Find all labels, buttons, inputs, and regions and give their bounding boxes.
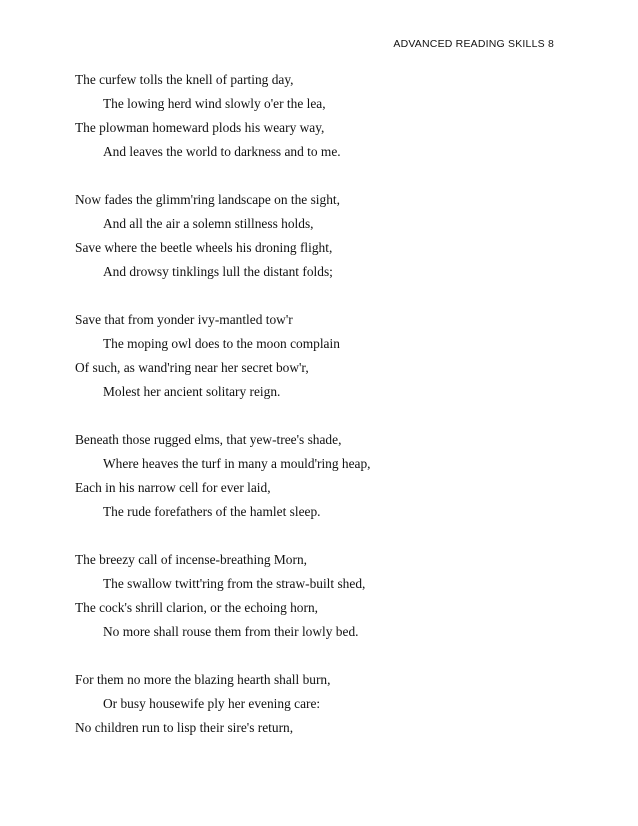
poem-line-indented: And all the air a solemn stillness holds, (103, 216, 314, 232)
poem-line-indented: And leaves the world to darkness and to me. (103, 144, 341, 159)
poem-line-indented: Where heaves the turf in many a mould'ring heap, (103, 456, 371, 472)
poem-line-indented: The moping owl does to the moon complain (103, 336, 340, 352)
poem-line-indented: Molest her ancient solitary reign. (103, 384, 281, 400)
poem-line-indented: The swallow twitt'ring from the straw-built shed, (103, 576, 366, 592)
poem-line: Of such, as wand'ring near her secret bow'r, (75, 360, 309, 376)
poem-line: The plowman homeward plods his weary way, (75, 120, 325, 135)
stanza-2 (75, 192, 565, 288)
poem-line-indented: The lowing herd wind slowly o'er the lea, (103, 96, 326, 111)
stanza-5 (75, 552, 565, 648)
stanza-3 (75, 312, 565, 408)
poem-line: No children run to lisp their sire's return, (75, 720, 294, 736)
poem-line-indented: And drowsy tinklings lull the distant folds; (103, 264, 333, 280)
poem-body (75, 72, 565, 769)
poem-line-indented: Or busy housewife ply her evening care: (103, 696, 321, 712)
poem-line: Beneath those rugged elms, that yew-tree's shade, (75, 432, 342, 448)
poem-line: The cock's shrill clarion, or the echoing horn, (75, 600, 318, 616)
poem-line: Each in his narrow cell for ever laid, (75, 480, 271, 496)
running-header: ADVANCED READING SKILLS 8 (393, 38, 554, 50)
poem-line: The curfew tolls the knell of parting day, (75, 72, 294, 87)
poem-line: For them no more the blazing hearth shall burn, (75, 672, 331, 688)
stanza-1 (75, 72, 565, 168)
stanza-4 (75, 432, 565, 528)
poem-line-indented: No more shall rouse them from their lowly bed. (103, 624, 359, 640)
poem-line: Save that from yonder ivy-mantled tow'r (75, 312, 293, 328)
poem-line: Now fades the glimm'ring landscape on the sight, (75, 192, 340, 208)
poem-line: Save where the beetle wheels his droning flight, (75, 240, 333, 256)
stanza-6 (75, 672, 565, 744)
poem-line: The breezy call of incense-breathing Morn, (75, 552, 308, 568)
poem-line-indented: The rude forefathers of the hamlet sleep. (103, 504, 321, 520)
